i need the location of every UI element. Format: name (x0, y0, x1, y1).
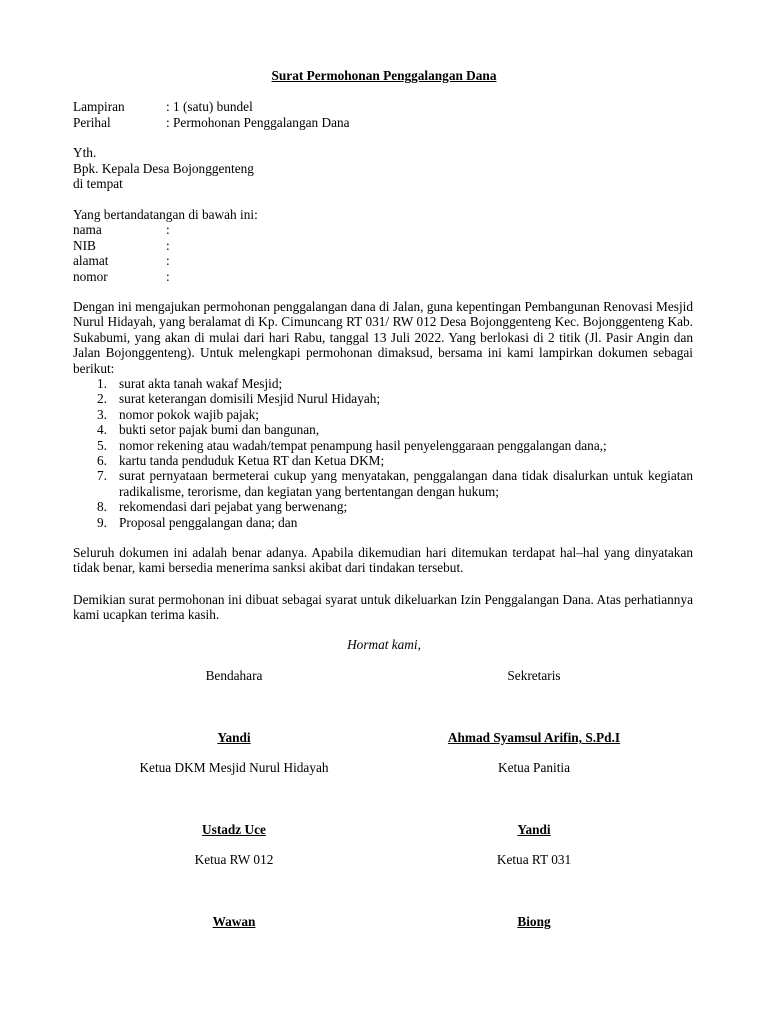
list-item-text: surat keterangan domisili Mesjid Nurul Hidayah; (119, 391, 381, 407)
field-label-lampiran: Lampiran (73, 99, 125, 114)
signature-role-bendahara: Bendahara (205, 668, 263, 683)
paragraph-statement (73, 545, 693, 576)
signature-name-bendahara: Yandi (217, 730, 251, 745)
identity-label-nama: nama (73, 222, 102, 237)
signature-role-ketua-panitia: Ketua Panitia (497, 760, 570, 775)
list-item-number: 5. (97, 437, 107, 453)
signature-role-ketua-rw: Ketua RW 012 (194, 852, 274, 867)
closing-salutation: Hormat kami, (347, 637, 421, 652)
identity-colon-nama: : (166, 222, 170, 237)
signature-name-ketua-dkm: Ustadz Uce (202, 822, 266, 837)
list-item-text: Proposal penggalangan dana; dan (119, 514, 298, 530)
identity-label-nomor: nomor (73, 269, 108, 284)
list-item (73, 438, 693, 453)
field-value-perihal: : Permohonan Penggalangan Dana (166, 115, 350, 130)
paragraph-request (73, 299, 693, 376)
paragraph-closing-text: Demikian surat permohonan ini dibuat sebagai syarat untuk dikeluarkan Izin Penggalangan Dana. Atas perhatiannya kami ucapkan terima kasih. (73, 592, 693, 623)
list-item-number: 3. (97, 406, 107, 422)
list-item-number: 1. (97, 376, 107, 391)
list-item-number: 4. (97, 422, 107, 438)
identity-label-nib: NIB (73, 238, 96, 253)
list-item-number: 6. (97, 453, 107, 469)
list-item-number: 8. (97, 499, 107, 515)
list-item-number: 9. (97, 514, 107, 530)
list-item-number: 2. (97, 391, 107, 407)
list-item-text: nomor rekening atau wadah/tempat penampung hasil penyelenggaraan penggalangan dana,; (119, 437, 607, 453)
recipient-salutation: Yth. (73, 145, 97, 160)
letter-title: Surat Permohonan Penggalangan Dana (271, 68, 497, 83)
field-value-lampiran: : 1 (satu) bundel (166, 99, 253, 114)
intro-text: Yang bertandatangan di bawah ini: (73, 207, 258, 222)
list-item-text: nomor pokok wajib pajak; (119, 406, 259, 422)
list-item (73, 376, 693, 391)
recipient-name: Bpk. Kepala Desa Bojonggenteng (73, 161, 254, 176)
list-item (73, 468, 693, 499)
paragraph-closing (73, 592, 693, 623)
identity-label-alamat: alamat (73, 253, 109, 268)
list-item (73, 515, 693, 530)
identity-colon-nomor: : (166, 269, 170, 284)
signature-role-ketua-rt: Ketua RT 031 (496, 852, 572, 867)
identity-colon-alamat: : (166, 253, 170, 268)
list-item (73, 407, 693, 422)
identity-colon-nib: : (166, 238, 170, 253)
signature-role-sekretaris: Sekretaris (507, 668, 561, 683)
list-item (73, 453, 693, 468)
list-item (73, 391, 693, 406)
list-item (73, 499, 693, 514)
list-item-text: kartu tanda penduduk Ketua RT dan Ketua DKM; (119, 453, 385, 469)
paragraph-request-text: Dengan ini mengajukan permohonan penggalangan dana di Jalan, guna kepentingan Pembangunan Renovasi Mesjid Nurul Hidayah, yang beralamat di Kp. Cimuncang RT 031/ RW 012 Desa Bojonggenteng Kec. Bojonggenteng Kab. Sukabumi, yang akan di mulai dari hari Rabu, tanggal 13 Juli 2022. Yang berlokasi di 2 titik (Jl. Pasir Angin dan Jalan Bojonggenteng). Untuk melengkapi permohonan dimaksud, bersama ini kami lampirkan dokumen sebagai berikut: (73, 299, 693, 376)
signature-name-ketua-rw: Wawan (212, 914, 256, 929)
recipient-place: di tempat (73, 176, 123, 191)
paragraph-statement-text: Seluruh dokumen ini adalah benar adanya. Apabila dikemudian hari ditemukan terdapat hal–hal yang dinyatakan tidak benar, kami bersedia menerima sanksi akibat dari tindakan tersebut. (73, 545, 693, 576)
signature-name-sekretaris: Ahmad Syamsul Arifin, S.Pd.I (447, 730, 621, 745)
signature-name-ketua-panitia: Yandi (517, 822, 551, 837)
field-label-perihal: Perihal (73, 115, 111, 130)
list-item-text: surat akta tanah wakaf Mesjid; (119, 376, 283, 391)
list-item (73, 422, 693, 437)
attachment-list (73, 376, 693, 530)
list-item-text: surat pernyataan bermeterai cukup yang menyatakan, penggalangan dana tidak disalurkan untuk kegiatan radikalisme, terorisme, dan kegiatan yang bertentangan dengan hukum; (119, 468, 693, 499)
list-item-number: 7. (97, 468, 107, 484)
signature-role-ketua-dkm: Ketua DKM Mesjid Nurul Hidayah (139, 760, 329, 775)
signature-name-ketua-rt: Biong (517, 914, 551, 929)
list-item-text: bukti setor pajak bumi dan bangunan, (119, 422, 320, 438)
list-item-text: rekomendasi dari pejabat yang berwenang; (119, 499, 348, 515)
